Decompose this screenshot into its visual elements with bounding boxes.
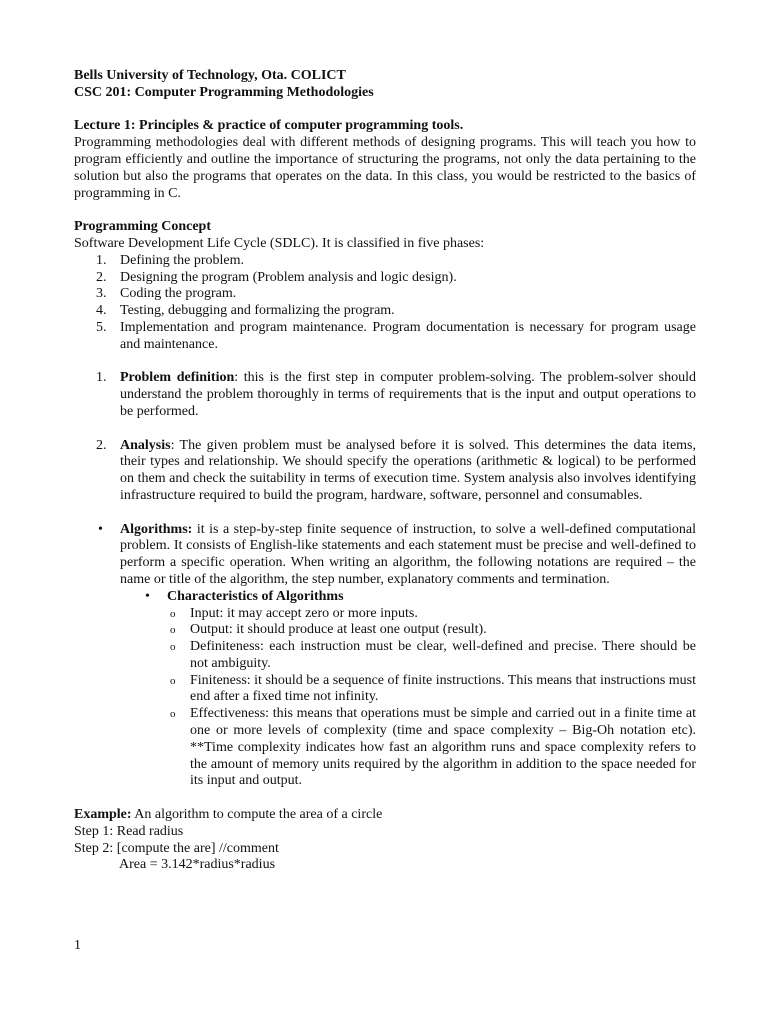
example-line: Example: An algorithm to compute the area of a circle [74,807,383,823]
example-label: Example: [74,807,132,823]
circle-bullet-icon: o [170,708,176,721]
problem-definition-item: 1. Problem definition: this is the first step in computer problem-solving. The problem-solver should understand the problem thoroughly in terms of requirements that is the input and output operations to be performed. [96,370,696,419]
algorithms-term: Algorithms: [120,521,193,537]
phase-item: 5. Implementation and program maintenance. Program documentation is necessary for program usage and maintenance. [96,319,696,352]
characteristic-item: o Output: it should produce at least one output (result). [170,622,487,638]
lecture-intro: Programming methodologies deal with different methods of designing programs. This will teach you how to program efficiently and outline the importance of structuring the programs, not only the data pertaining to the solution but also the programs that operates on the data. In this class, you would be restricted to the basics of programming in C. [74,135,696,201]
circle-bullet-icon: o [170,624,176,637]
phase-item: 3. Coding the program. [96,286,237,302]
circle-bullet-icon: o [170,674,176,687]
sdlc-intro: Software Development Life Cycle (SDLC). It is classified in five phases: [74,235,485,251]
characteristic-item: o Definiteness: each instruction must be clear, well-defined and precise. There should be not ambiguity. [170,639,696,671]
analysis-item: 2. Analysis: The given problem must be analysed before it is solved. This determines the data items, their types and relationship. We should specify the operations (arithmetic & logical) to be performed on them and check the suitability in terms of execution time. System analysis also involves identifying infrastructure required to build the program, hardware, software, personnel and consumables. [96,437,696,503]
example-step-2: Step 2: [compute the are] //comment [74,840,279,856]
algorithms-item: • Algorithms: it is a step-by-step finite sequence of instruction, to solve a well-defined computational problem. It consists of English-like statements and each statement must be precise and well-defined to perform a specific operation. When writing an algorithm, the following notations are required – the name or title of the algorithm, the step number, explanatory comments and termination. [98,521,696,587]
phase-item: 1. Defining the problem. [96,252,245,268]
circle-bullet-icon: o [170,607,176,620]
bullet-icon: • [98,521,103,537]
page-number: 1 [74,938,81,953]
analysis-term: Analysis [120,437,171,453]
lecture-title: Lecture 1: Principles & practice of computer programming tools. [74,118,464,134]
sdlc-phase-list [74,253,696,354]
example-area-formula: Area = 3.142*radius*radius [119,857,276,873]
problem-definition-term: Problem definition [120,370,235,386]
phase-item: 2. Designing the program (Problem analysis and logic design). [96,269,457,285]
circle-bullet-icon: o [170,641,176,654]
characteristic-item: o Effectiveness: this means that operations must be simple and carried out in a finite time at one or more levels of complexity (time and space complexity – Big-Oh notation etc). **Time complexity indicates how fast an algorithm runs and space complexity refers to the amount of memory units required by the algorithm in addition to the space needed for its input and output. [170,706,696,789]
course-line: CSC 201: Computer Programming Methodologies [74,84,374,100]
bullet-icon: • [145,588,150,604]
characteristics-heading: Characteristics of Algorithms [167,588,344,604]
example-step-1: Step 1: Read radius [74,823,184,839]
phase-item: 4. Testing, debugging and formalizing the program. [96,303,395,319]
characteristic-item: o Finiteness: it should be a sequence of finite instructions. This means that instructions must end after a fixed time not infinity. [170,672,697,705]
characteristics-list [74,606,696,791]
university-line: Bells University of Technology, Ota. COLICT [74,68,346,83]
document-page [74,68,696,874]
concept-heading: Programming Concept [74,219,211,235]
characteristics-heading-item [74,589,696,606]
characteristic-item: o Input: it may accept zero or more inputs. [170,605,418,621]
